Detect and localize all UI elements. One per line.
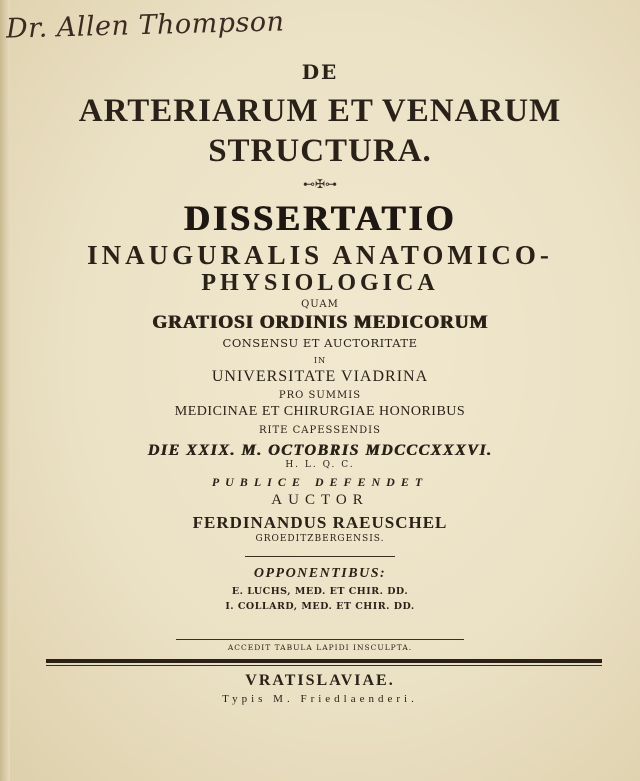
author-name: FERDINANDUS RAEUSCHEL: [192, 513, 448, 532]
imprint-city: VRATISLAVIAE.: [245, 672, 395, 689]
publice-defendet-line: PUBLICE DEFENDET: [211, 475, 429, 489]
title-de: DE: [301, 60, 339, 84]
short-divider: [245, 556, 395, 557]
subtitle-inauguralis: INAUGURALIS ANATOMICO-: [87, 240, 553, 270]
consensu-line: CONSENSU ET AUCTORITATE: [222, 336, 418, 350]
auctor-line: AUCTOR: [271, 492, 369, 508]
thin-divider: [176, 639, 464, 640]
dissertatio-heading: DISSERTATIO: [183, 198, 457, 238]
text-in: IN: [313, 356, 327, 365]
pro-summis-line: PRO SUMMIS: [278, 390, 362, 401]
date-line: DIE XXIX. M. OCTOBRIS MDCCCXXXVI.: [147, 442, 493, 459]
universitate-line: UNIVERSITATE VIADRINA: [211, 368, 429, 385]
title-line-structura: STRUCTURA.: [208, 133, 432, 169]
opponent-2: I. COLLARD, MED. ET CHIR. DD.: [225, 601, 415, 612]
gratiosi-ordinis: GRATIOSI ORDINIS MEDICORUM: [151, 312, 488, 333]
author-origin: GROEDITZBERGENSIS.: [255, 534, 385, 544]
title-line-arteriarum: ARTERIARUM ET VENARUM: [78, 93, 562, 129]
subtitle-physiologica: PHYSIOLOGICA: [201, 270, 439, 296]
medicinae-line: MEDICINAE ET CHIRURGIAE HONORIBUS: [174, 404, 466, 419]
text-quam: QUAM: [301, 299, 339, 310]
imprint-printer: Typis M. Friedlaenderi.: [222, 693, 418, 705]
thick-rule: [46, 659, 602, 663]
opponentibus-heading: OPPONENTIBUS:: [253, 566, 387, 581]
rite-line: RITE CAPESSENDIS: [259, 425, 381, 436]
accedit-note: ACCEDIT TABULA LAPIDI INSCULPTA.: [227, 643, 413, 652]
hlqc-line: H. L. Q. C.: [285, 460, 355, 470]
ornament-divider: ⊷✠⊶: [302, 177, 338, 191]
thin-rule-under: [46, 665, 602, 666]
handwritten-signature: Dr. Allen Thompson: [5, 6, 285, 45]
opponent-1: E. LUCHS, MED. ET CHIR. DD.: [231, 586, 409, 597]
